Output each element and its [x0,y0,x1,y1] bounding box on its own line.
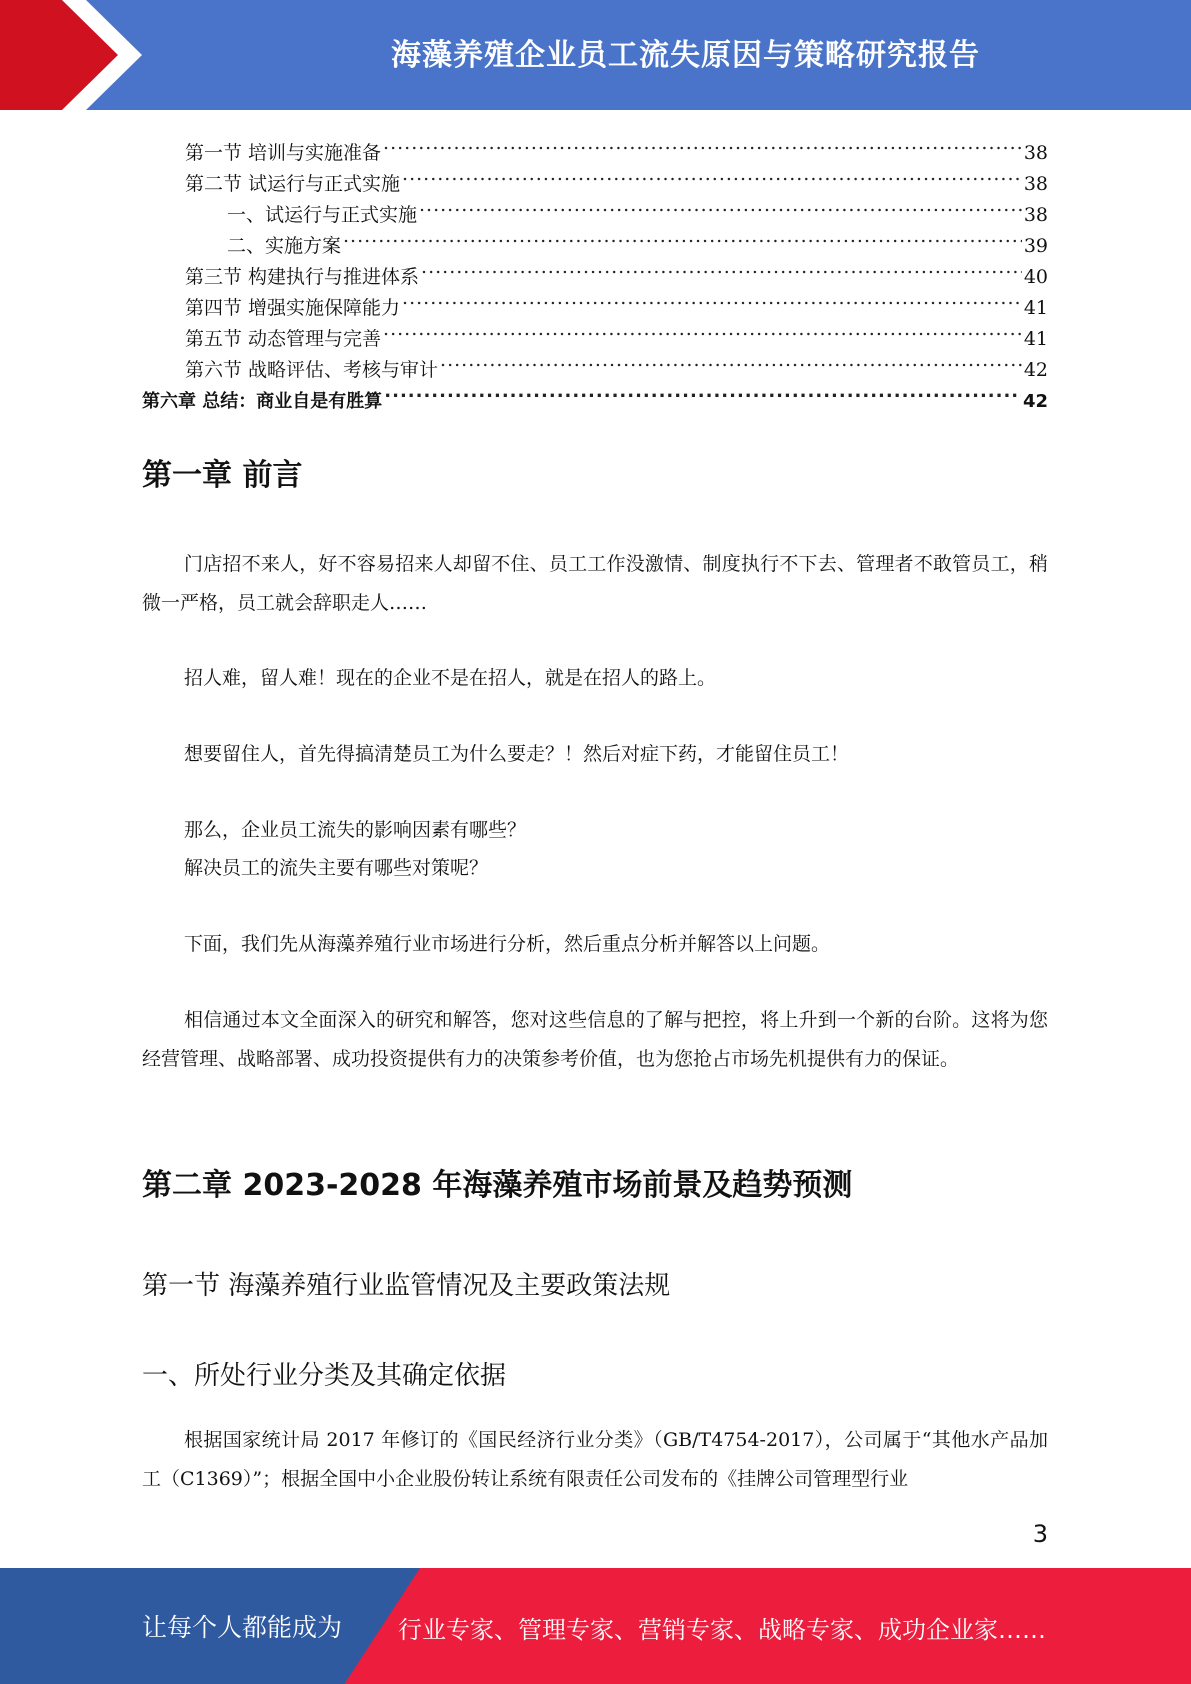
subsection-heading: 一、所处行业分类及其确定依据 [142,1361,507,1391]
toc-entry-title: 第六节 战略评估、考核与审计 [185,359,439,381]
paragraph: 那么，企业员工流失的影响因素有哪些？ [184,819,527,841]
toc-entry-page: 38 [1023,142,1048,164]
paragraph: 解决员工的流失主要有哪些对策呢？ [184,857,489,879]
toc-entry-page: 42 [1023,359,1048,381]
paragraph: 下面，我们先从海藻养殖行业市场进行分析，然后重点分析并解答以上问题。 [184,933,831,955]
page-footer [0,1568,1191,1684]
table-of-contents [142,128,1048,412]
paragraph: 招人难，留人难！现在的企业不是在招人，就是在招人的路上。 [184,667,717,689]
toc-entry-page: 41 [1023,297,1048,319]
toc-leader [384,376,1021,407]
toc-entry-title: 第六章 总结：商业自是有胜算 [142,391,383,412]
toc-leader [343,221,1022,252]
toc-entry-page: 40 [1023,266,1048,288]
toc-leader [402,283,1022,314]
toc-entry-page: 38 [1023,173,1048,195]
chapter-2-heading: 第二章 2023-2028 年海藻养殖市场前景及趋势预测 [142,1168,853,1203]
toc-entry-page: 38 [1023,204,1048,226]
toc-entry-title: 第一节 培训与实施准备 [185,142,382,164]
toc-leader [421,252,1022,283]
toc-entry[interactable] [142,128,1048,164]
toc-entry-page: 42 [1022,391,1048,412]
toc-leader [419,190,1022,221]
toc-entry-title: 第二节 试运行与正式实施 [185,173,401,195]
toc-entry-title: 第五节 动态管理与完善 [185,328,382,350]
footer-slogan-right: 行业专家、管理专家、营销专家、战略专家、成功企业家…… [398,1616,1046,1644]
footer-slogan-left: 让每个人都能成为 [142,1613,343,1642]
paragraph: 相信通过本文全面深入的研究和解答，您对这些信息的了解与把控，将上升到一个新的台阶。这将为您经营管理、战略部署、成功投资提供有力的决策参考价值，也为您抢占市场先机提供有力的保证。 [142,1009,1048,1070]
header-arrow-decoration [0,0,200,110]
page-number: 3 [1032,1520,1048,1548]
toc-leader [402,159,1022,190]
toc-entry-page: 41 [1023,328,1048,350]
toc-leader [383,314,1022,345]
paragraph: 根据国家统计局 2017 年修订的《国民经济行业分类》（GB/T4754-2017），公司属于“其他水产品加工（C1369）”；根据全国中小企业股份转让系统有限责任公司发布的《挂牌公司管理型行业 [142,1429,1048,1490]
toc-entry-title: 二、实施方案 [227,235,342,257]
page-header [0,0,1191,110]
section-heading: 第一节 海藻养殖行业监管情况及主要政策法规 [142,1271,671,1301]
toc-leader [440,345,1022,376]
toc-entry-title: 一、试运行与正式实施 [227,204,418,226]
paragraph: 想要留住人，首先得搞清楚员工为什么要走？！然后对症下药，才能留住员工！ [184,743,850,765]
paragraph: 门店招不来人，好不容易招来人却留不住、员工工作没激情、制度执行不下去、管理者不敢管员工，稍微一严格，员工就会辞职走人…… [142,553,1048,614]
toc-entry-title: 第三节 构建执行与推进体系 [185,266,420,288]
report-title: 海藻养殖企业员工流失原因与策略研究报告 [391,38,980,73]
chapter-1-heading: 第一章 前言 [142,458,303,493]
toc-entry-page: 39 [1023,235,1048,257]
toc-entry-title: 第四节 增强实施保障能力 [185,297,401,319]
toc-leader [383,128,1022,159]
